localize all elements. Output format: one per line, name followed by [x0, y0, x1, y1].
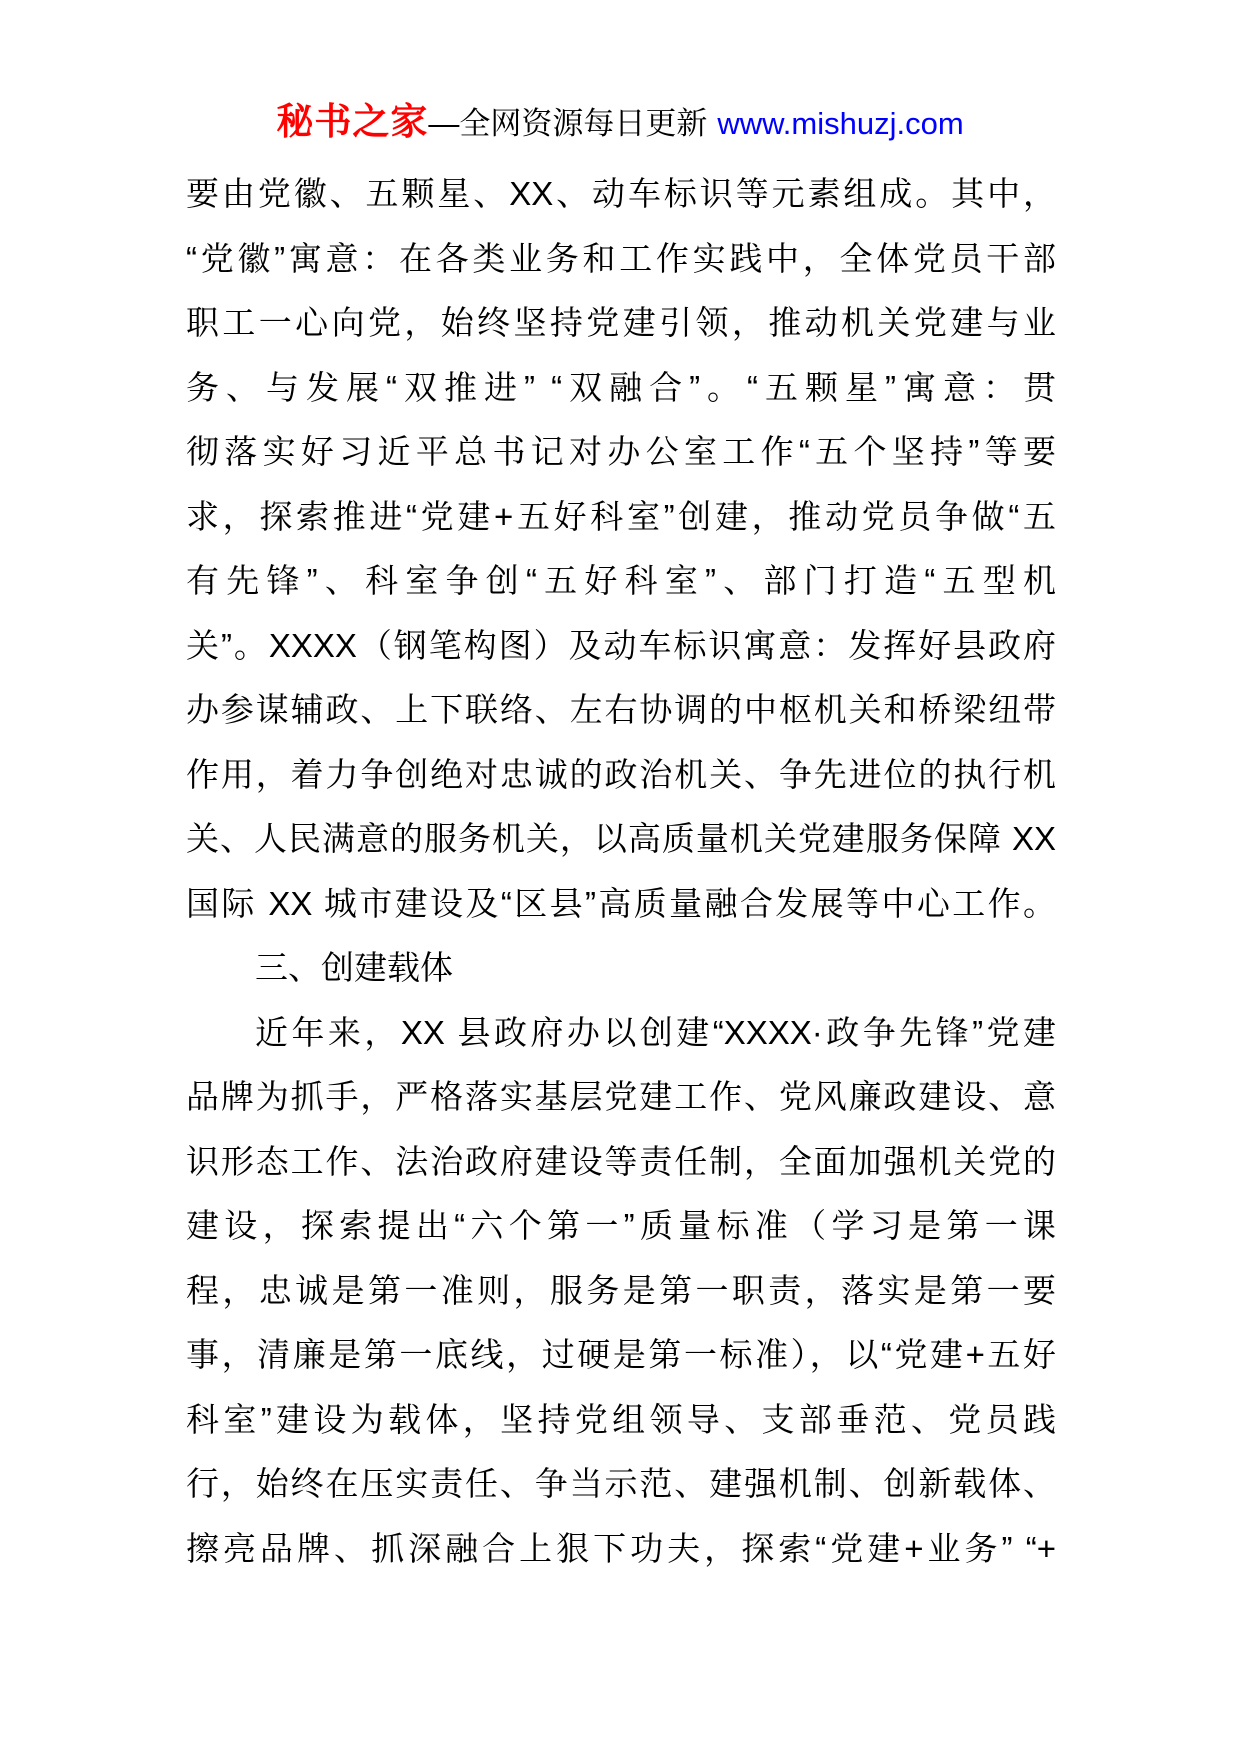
document-line: 彻落实好习近平总书记对办公室工作“五个坚持”等要: [186, 433, 1056, 470]
document-line: 职工一心向党，始终坚持党建引领，推动机关党建与业: [186, 304, 1056, 341]
header-tagline: —全网资源每日更新: [428, 106, 708, 141]
document-line: 求，探索推进“党建+五好科室”创建，推动党员争做“五: [186, 497, 1056, 535]
section-heading: 三、创建载体: [255, 949, 453, 986]
site-name-text: 秘书之家: [276, 101, 429, 142]
document-line: 擦亮品牌、抓深融合上狠下功夫，探索“党建+业务” “+: [186, 1529, 1056, 1567]
document-line: 作用，着力争创绝对忠诚的政治机关、争先进位的执行机: [186, 755, 1056, 793]
document-line: 事，清廉是第一底线，过硬是第一标准），以“党建+五好: [186, 1336, 1056, 1373]
document-line: 行，始终在压实责任、争当示范、建强机制、创新载体、: [186, 1465, 1056, 1502]
document-line: 国际 XX 城市建设及“区县”高质量融合发展等中心工作。: [186, 884, 1056, 922]
page-header: [0, 0, 1240, 152]
document-line: 关、人民满意的服务机关，以高质量机关党建服务保障 XX: [186, 820, 1056, 857]
document-line: 办参谋辅政、上下联络、左右协调的中枢机关和桥梁纽带: [186, 691, 1056, 728]
document-line: “党徽”寓意：在各类业务和工作实践中，全体党员干部: [186, 239, 1056, 277]
document-line: 务、与发展“双推进” “双融合”。“五颗星”寓意：贯: [186, 368, 1056, 406]
document-line: 要由党徽、五颗星、XX、动车标识等元素组成。其中，: [186, 175, 1056, 212]
document-line: 科室”建设为载体，坚持党组领导、支部垂范、党员践: [186, 1400, 1056, 1438]
document-body: [186, 162, 1056, 1581]
document-line: 品牌为抓手，严格落实基层党建工作、党风廉政建设、意: [186, 1078, 1056, 1115]
document-line: 近年来，XX 县政府办以创建“XXXX·政争先锋”党建: [255, 1013, 1056, 1051]
document-line: 关”。XXXX（钢笔构图）及动车标识寓意：发挥好县政府: [186, 626, 1056, 664]
site-url-link[interactable]: www.mishuzj.com: [717, 106, 964, 141]
document-line: 识形态工作、法治政府建设等责任制，全面加强机关党的: [186, 1142, 1056, 1180]
document-line: 程，忠诚是第一准则，服务是第一职责，落实是第一要: [186, 1271, 1056, 1309]
document-line: 建设，探索提出“六个第一”质量标准（学习是第一课: [186, 1207, 1056, 1244]
document-line: 有先锋”、科室争创“五好科室”、部门打造“五型机: [186, 562, 1056, 599]
